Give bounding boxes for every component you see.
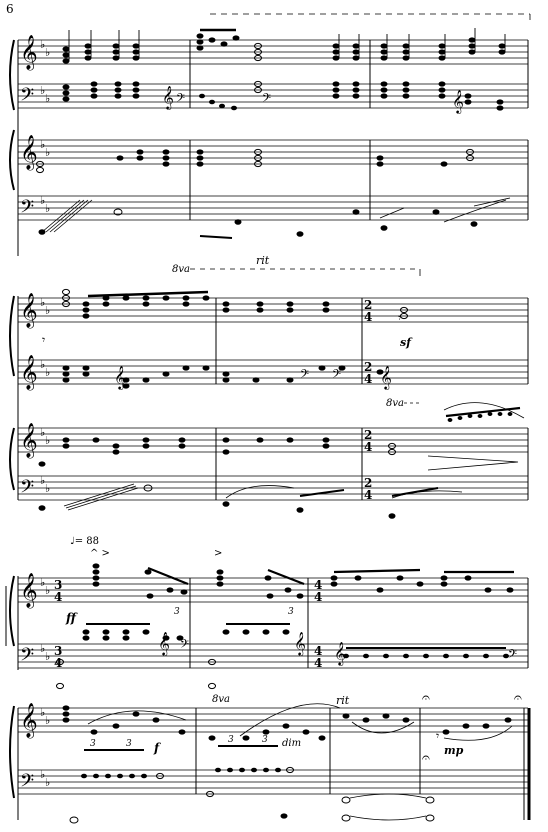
staff-bass-2 — [18, 196, 528, 220]
svg-text:4: 4 — [364, 440, 373, 454]
svg-text:𝄞: 𝄞 — [114, 365, 126, 389]
notes-staff-4 — [39, 198, 510, 238]
mp-dynamic: mp — [444, 744, 464, 757]
ottava-marking: 8va — [212, 694, 230, 705]
tuplet-number: 3 — [262, 735, 268, 745]
treble-clef-icon: 𝄞 — [20, 355, 38, 390]
fermata-icon: 𝄐 — [514, 690, 522, 706]
rit-marking: rit — [256, 254, 270, 267]
staff-treble-4 — [18, 360, 528, 384]
treble-clef-icon: 𝄞 — [20, 293, 38, 328]
svg-text:𝄞: 𝄞 — [294, 631, 306, 655]
svg-text:♭: ♭ — [45, 482, 51, 495]
page-number: 6 — [6, 2, 14, 16]
svg-text:2: 2 — [364, 360, 373, 374]
treble-clef-icon: 𝄞 — [20, 423, 38, 458]
svg-text:♭: ♭ — [45, 146, 51, 159]
svg-text:♭: ♭ — [40, 194, 46, 207]
svg-text:♭: ♭ — [45, 776, 51, 789]
fermata-icon: 𝄐 — [422, 750, 430, 766]
svg-text:♭: ♭ — [40, 706, 46, 719]
svg-text:>: > — [214, 548, 223, 559]
svg-text:4: 4 — [364, 488, 373, 502]
bass-clef-icon: 𝄢 — [20, 85, 35, 110]
svg-text:2: 2 — [364, 298, 373, 312]
svg-text:^ >: ^ > — [90, 548, 110, 559]
ottava-marking: 8va — [172, 264, 190, 275]
svg-text:4: 4 — [314, 644, 323, 658]
staff-treble-2 — [18, 140, 528, 164]
svg-text:♭: ♭ — [45, 46, 51, 59]
svg-text:4: 4 — [314, 578, 323, 592]
svg-text:4: 4 — [364, 310, 373, 324]
svg-text:4: 4 — [54, 656, 63, 670]
treble-clef-icon: 𝄞 — [20, 573, 38, 608]
svg-text:𝄢: 𝄢 — [180, 638, 190, 654]
svg-text:𝄾: 𝄾 — [436, 729, 440, 743]
svg-text:𝄞: 𝄞 — [162, 85, 174, 109]
svg-text:♭: ♭ — [45, 650, 51, 663]
sf-dynamic: sf — [400, 336, 411, 349]
ottava-marking: 8va — [386, 398, 404, 409]
notes-staff-3 — [37, 149, 474, 172]
time-signature-3-4 — [54, 578, 62, 670]
time-signature-2-4 — [364, 298, 372, 502]
svg-text:𝄾: 𝄾 — [398, 311, 402, 325]
ff-dynamic: ff — [66, 611, 76, 625]
notes-staff-8 — [39, 484, 462, 518]
tuplet-number: 3 — [174, 607, 180, 617]
svg-text:4: 4 — [364, 372, 373, 386]
tuplet-number: 3 — [90, 739, 96, 749]
svg-text:♭: ♭ — [40, 768, 46, 781]
svg-text:𝄞: 𝄞 — [452, 89, 464, 113]
treble-clef-icon: 𝄞 — [20, 135, 38, 170]
svg-text:𝄞: 𝄞 — [158, 631, 170, 655]
fermata-icon: 𝄐 — [422, 690, 430, 706]
treble-clef-icon: 𝄞 — [20, 35, 38, 70]
svg-text:♭: ♭ — [45, 92, 51, 105]
staff-bass-5 — [18, 770, 528, 794]
svg-text:4: 4 — [314, 656, 323, 670]
tuplet-number: 3 — [126, 739, 132, 749]
svg-text:𝄢: 𝄢 — [176, 92, 186, 108]
svg-text:♭: ♭ — [40, 576, 46, 589]
tuplet-number: 3 — [228, 735, 234, 745]
svg-text:4: 4 — [314, 590, 323, 604]
notes-staff-1 — [63, 33, 506, 63]
svg-text:♭: ♭ — [40, 138, 46, 151]
svg-text:𝄢: 𝄢 — [262, 92, 272, 108]
svg-text:♭: ♭ — [45, 714, 51, 727]
svg-text:2: 2 — [364, 428, 373, 442]
svg-text:♭: ♭ — [45, 584, 51, 597]
bass-clef-icon: 𝄢 — [20, 477, 35, 502]
svg-text:♭: ♭ — [45, 202, 51, 215]
system-2 — [10, 289, 528, 518]
svg-text:2: 2 — [364, 476, 373, 490]
bass-clef-icon: 𝄢 — [20, 645, 35, 670]
svg-text:𝄢: 𝄢 — [300, 368, 310, 384]
tempo-marking: ♩= 88 — [70, 536, 99, 547]
f-dynamic: f — [154, 741, 160, 755]
staff-treble-1 — [18, 40, 528, 64]
notes-staff-9 — [93, 563, 514, 598]
treble-clef-icon: 𝄞 — [20, 703, 38, 738]
svg-text:𝄢: 𝄢 — [508, 648, 518, 664]
svg-text:3: 3 — [54, 644, 63, 658]
svg-text:𝄢: 𝄢 — [332, 368, 342, 384]
svg-text:𝄞: 𝄞 — [334, 641, 346, 665]
staff-treble-7 — [18, 708, 528, 732]
svg-text:♭: ♭ — [40, 358, 46, 371]
svg-text:4: 4 — [54, 590, 63, 604]
svg-text:♭: ♭ — [45, 366, 51, 379]
time-signature-4-4 — [314, 578, 322, 670]
notes-staff-7 — [39, 412, 513, 467]
svg-text:♭: ♭ — [45, 434, 51, 447]
tuplet-number: 3 — [288, 607, 294, 617]
bass-clef-icon: 𝄢 — [20, 197, 35, 222]
svg-text:𝄞: 𝄞 — [380, 365, 392, 389]
notes-staff-11 — [63, 705, 512, 740]
svg-text:♭: ♭ — [40, 426, 46, 439]
staff-treble-3 — [18, 298, 528, 322]
svg-text:♭: ♭ — [40, 474, 46, 487]
rit-marking: rit — [336, 694, 350, 707]
svg-text:♭: ♭ — [40, 38, 46, 51]
system-1 — [10, 28, 528, 256]
svg-text:♭: ♭ — [40, 296, 46, 309]
system-4 — [10, 690, 529, 823]
dim-marking: dim — [282, 738, 302, 749]
svg-text:3: 3 — [54, 578, 63, 592]
system-3 — [6, 536, 528, 705]
svg-text:♭: ♭ — [40, 84, 46, 97]
svg-text:♭: ♭ — [45, 304, 51, 317]
svg-text:𝄾: 𝄾 — [42, 333, 46, 347]
bass-clef-icon: 𝄢 — [20, 771, 35, 796]
staff-treble-6 — [18, 578, 528, 602]
notes-staff-10 — [57, 629, 510, 688]
svg-text:♭: ♭ — [40, 642, 46, 655]
